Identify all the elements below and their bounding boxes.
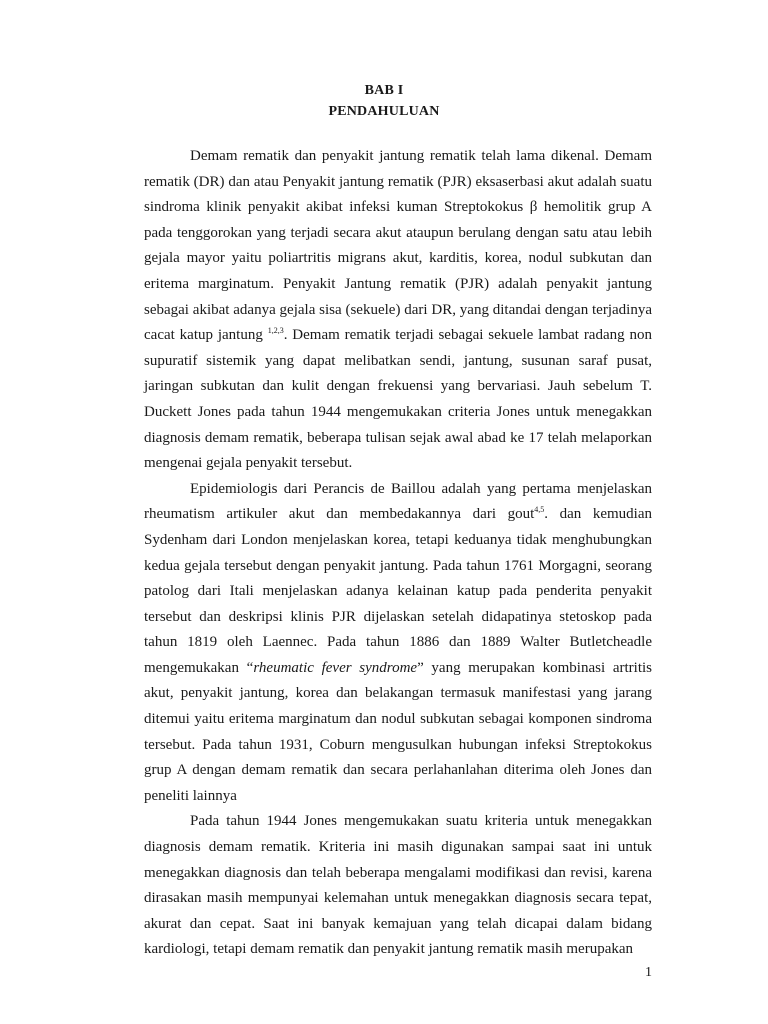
paragraph-3: Pada tahun 1944 Jones mengemukakan suatu kriteria untuk menegakkan diagnosis demam rematik. Kriteria ini masih digunakan sampai saat ini untuk menegakkan diagnosis dan telah beberapa mengalami modifikasi dan revisi, karena dirasakan masih mempunyai kelemahan untuk menegakkan diagnosis secara tepat, akurat dan cepat. Saat ini banyak kemajuan yang telah dicapai dalam bidang kardiologi, tetapi demam rematik dan penyakit jantung rematik masih merupakan <box>144 813 652 958</box>
paragraph-2 <box>144 477 652 810</box>
paragraph-1-text-b: . Demam rematik terjadi sebagai sekuele lambat radang non supuratif sistemik yang dapat melibatkan sendi, jantung, susunan saraf pusat, jaringan subkutan dan kulit dengan frekuensi yang bervariasi. Jauh sebelum T. Duckett Jones pada tahun 1944 mengemukakan criteria Jones untuk menegakkan diagnosis demam rematik, beberapa tulisan sejak awal abad ke 17 telah melaporkan mengenai gejala penyakit tersebut. <box>144 327 652 472</box>
paragraph-1-text-a: Demam rematik dan penyakit jantung rematik telah lama dikenal. Demam rematik (DR) dan atau Penyakit jantung rematik (PJR) eksaserbasi akut adalah suatu sindroma klinik penyakit akibat infeksi kuman Streptokokus β hemolitik grup A pada tenggorokan yang terjadi secara akut ataupun berulang dengan satu atau lebih gejala mayor yaitu poliartritis migrans akut, karditis, korea, nodul subkutan dan eritema marginatum. Penyakit Jantung rematik (PJR) adalah penyakit jantung sebagai akibat adanya gejala sisa (sekuele) dari DR, yang ditandai dengan terjadinya cacat katup jantung <box>144 148 652 344</box>
body-text <box>144 144 652 963</box>
citation-ref-1: 1,2,3 <box>267 326 284 336</box>
paragraph-1 <box>144 144 652 477</box>
citation-ref-2: 4,5 <box>534 505 545 515</box>
paragraph-2-text-b: . dan kemudian Sydenham dari London menjelaskan korea, tetapi keduanya tidak menghubungkan kedua gejala tersebut dengan penyakit jantung. Pada tahun 1761 Morgagni, seorang patolog dari Itali menjelaskan adanya kelainan katup pada penderita penyakit tersebut dan deskripsi klinis PJR dijelaskan setelah didapatinya stetoskop pada tahun 1819 oleh Laennec. Pada tahun 1886 dan 1889 Walter Butletcheadle mengemukakan “ <box>144 506 652 676</box>
paragraph-2-text-c: ” yang merupakan kombinasi artritis akut, penyakit jantung, korea dan belakangan termasuk manifestasi yang jarang ditemui yaitu eritema marginatum dan nodul subkutan sebagai komponen sindroma tersebut. Pada tahun 1931, Coburn mengusulkan hubungan infeksi Streptokokus grup A dengan demam rematik dan secara perlahanlahan diterima oleh Jones dan peneliti lainnya <box>144 659 653 804</box>
paragraph-2-text-a: Epidemiologis dari Perancis de Baillou adalah yang pertama menjelaskan rheumatism artikuler akut dan membedakannya dari gout <box>144 480 652 523</box>
chapter-heading: BAB I <box>364 83 404 98</box>
page-number: 1 <box>645 965 652 980</box>
chapter-title: PENDAHULUAN <box>328 104 440 119</box>
paragraph-2-italic-term: rheumatic fever syndrome <box>253 659 418 676</box>
